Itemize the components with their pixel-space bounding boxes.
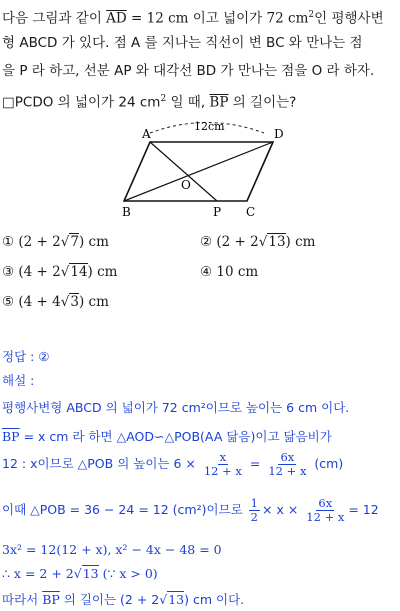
solution-text: × x × bbox=[262, 502, 299, 517]
solution-text: (cm) bbox=[310, 456, 344, 471]
option-3[interactable]: ③ (4 + 2√14) cm bbox=[2, 264, 118, 280]
option-number: ② bbox=[200, 234, 213, 250]
radicand: 13 bbox=[268, 234, 286, 250]
option-text: (2 + 2 bbox=[216, 234, 259, 250]
problem-text: 인 평행사변 bbox=[314, 10, 384, 27]
parallelogram-figure bbox=[0, 0, 400, 230]
problem-line-3: 을 P 라 하고, 선분 AP 와 대각선 BD 가 만나는 점을 O 라 하자. bbox=[2, 63, 375, 79]
solution-line-3 bbox=[2, 449, 343, 479]
option-5[interactable]: ⑤ (4 + 4√3) cm bbox=[2, 294, 109, 310]
radicand: 7 bbox=[70, 234, 79, 250]
explanation-heading: 해설 : bbox=[2, 373, 35, 388]
solution-line-7: 따라서 $\overline{BP}$ 의 길이는 (2 + 2√13) cm 이다. bbox=[2, 592, 245, 607]
option-text: (2 + 2 bbox=[18, 234, 61, 250]
solution-line-5: 3x² = 12(12 + x), x² − 4x − 48 = 0 bbox=[2, 542, 222, 557]
answer-line: 정답 : ② bbox=[2, 349, 50, 364]
radicand: 3 bbox=[70, 294, 79, 310]
radicand: 13 bbox=[82, 566, 99, 581]
label-a: A bbox=[142, 127, 151, 141]
segment-ap bbox=[150, 142, 217, 201]
solution-text: ) cm 이다. bbox=[184, 592, 245, 607]
fraction: $\frac{x}{12 + x}$ bbox=[203, 450, 242, 478]
solution-line-2 bbox=[2, 427, 332, 445]
problem-text: 의 길이는? bbox=[228, 94, 297, 111]
option-number: ③ bbox=[2, 264, 15, 280]
segment-bp: $\overline{BP}$ bbox=[42, 592, 60, 607]
solution-text: 12 : x이므로 △POB 의 높이는 6 × bbox=[2, 456, 196, 471]
option-text: ) cm bbox=[78, 234, 109, 250]
option-2[interactable]: ② (2 + 2√13) cm bbox=[200, 234, 316, 250]
option-number: ④ bbox=[200, 264, 213, 280]
solution-line-4 bbox=[2, 495, 379, 525]
problem-text: 일 때, bbox=[166, 94, 210, 111]
option-text: ) cm bbox=[78, 294, 109, 310]
solution-text: 따라서 bbox=[2, 592, 43, 607]
label-o: O bbox=[181, 178, 191, 192]
label-b: B bbox=[122, 205, 131, 219]
solution-text: 이때 △POB = 36 − 24 = 12 (cm²)이므로 bbox=[2, 502, 243, 517]
segment-bp: $\overline{BP}$ bbox=[209, 94, 229, 111]
problem-text: 다음 그림과 같이 bbox=[2, 10, 107, 27]
segment-bp: $\overline{BP}$ bbox=[2, 429, 20, 444]
segment-ad: $\overline{AD}$ bbox=[106, 10, 127, 27]
solution-text: = x cm 라 하면 △AOD∽△POB(AA 닮음)이고 닮음비가 bbox=[19, 429, 332, 444]
dimension-label: 12cm bbox=[194, 120, 225, 133]
fraction: $\frac{6x}{12 + x}$ bbox=[268, 450, 307, 478]
superscript: 2 bbox=[308, 10, 315, 20]
solution-text: (∵ x > 0) bbox=[98, 566, 158, 581]
solution-text: = bbox=[245, 456, 261, 471]
superscript: 2 bbox=[160, 94, 167, 104]
label-c: C bbox=[246, 205, 256, 219]
option-4[interactable] bbox=[200, 264, 258, 280]
radicand: 14 bbox=[70, 264, 88, 280]
problem-text: = 12 cm 이고 넓이가 72 cm bbox=[126, 10, 309, 27]
label-p: P bbox=[213, 205, 222, 219]
label-d: D bbox=[274, 127, 284, 141]
option-number: ⑤ bbox=[2, 294, 15, 310]
option-text: (4 + 2 bbox=[18, 264, 61, 280]
solution-line-1: 평행사변형 ABCD 의 넓이가 72 cm²이므로 높이는 6 cm 이다. bbox=[2, 400, 350, 415]
option-text: ) cm bbox=[87, 264, 118, 280]
solution-text: ∴ x = 2 + 2 bbox=[2, 566, 74, 581]
option-number: ① bbox=[2, 234, 15, 250]
fraction: $\frac{1}{2}$ bbox=[250, 496, 258, 524]
option-1[interactable]: ① (2 + 2√7) cm bbox=[2, 234, 109, 250]
solution-text: = 12 bbox=[348, 502, 379, 517]
problem-line-2: 형 ABCD 가 있다. 점 A 를 지나는 직선이 변 BC 와 만나는 점 bbox=[2, 35, 363, 51]
option-text: (4 + 4 bbox=[18, 294, 61, 310]
fraction: $\frac{6x}{12 + x}$ bbox=[306, 496, 345, 524]
solution-line-6: ∴ x = 2 + 2√13 (∵ x > 0) bbox=[2, 566, 158, 581]
option-text: 10 cm bbox=[216, 264, 259, 280]
option-text: ) cm bbox=[285, 234, 316, 250]
problem-text: □PCDO 의 넓이가 24 cm bbox=[2, 94, 161, 111]
solution-text: 의 길이는 (2 + 2 bbox=[59, 592, 160, 607]
radicand: 13 bbox=[168, 592, 185, 607]
